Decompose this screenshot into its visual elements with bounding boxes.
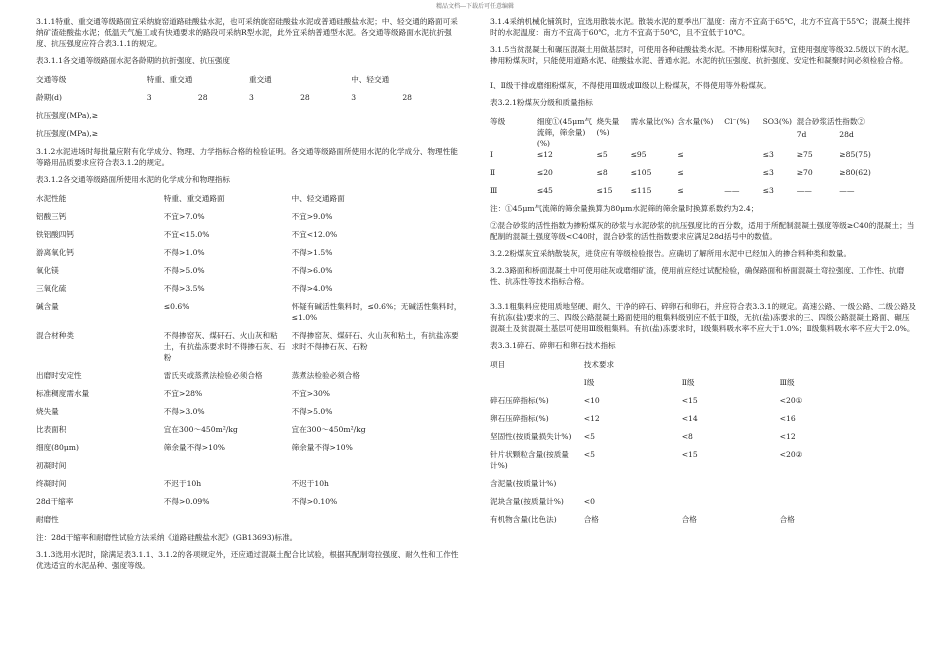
page-header: 精品文档---下载后可任意编辑: [435, 3, 515, 10]
header-cell: Ⅲ级: [779, 378, 795, 387]
table-cell: 不得>6.0%: [291, 266, 333, 275]
table-row: [36, 370, 462, 388]
para-3-3-1: 3.3.1粗集料应使用质地坚硬、耐久、干净的碎石、碎卵石和卵石，并应符合表3.3.1的规定。高速公路、一级公路、二级公路及有抗冻(盐)要求的三、四级公路混凝土路面使用的粗集料级别应不低于Ⅱ级，无抗(盐)冻要求的三、四级公路混凝土路面、碾压混凝土及贫混凝土基层可使用Ⅲ级粗集料。有抗(盐)冻要求时，Ⅰ级集料吸水率不应大于1.0%；Ⅱ级集料吸水率不应大于2.0%。: [490, 302, 916, 333]
table-cell: 不得掺窑灰、煤矸石、火山灰和粘土，有抗盐冻要求时不得掺石灰、石粉: [163, 331, 286, 362]
table-row: [490, 514, 916, 532]
table-cell: 游离氧化钙: [36, 248, 74, 257]
table-cell: 坚固性(按质量损失计%): [490, 432, 572, 441]
table-cell: 比表面积: [36, 425, 67, 434]
table-cell: 不得>0.09%: [163, 497, 210, 506]
table-cell: ≤8: [596, 168, 608, 177]
table-row: [490, 185, 916, 203]
table-cell: 泥块含量(按质量计%): [490, 497, 564, 506]
table-row: [36, 460, 462, 478]
table-cell: 不宜>9.0%: [291, 212, 333, 221]
table-cell: <15: [681, 396, 698, 405]
table-cell: 三氧化硫: [36, 284, 67, 293]
table-cell: ≤15: [596, 186, 613, 195]
table-row: [490, 496, 916, 514]
table-cell: 合格: [583, 515, 599, 524]
table-cell: ——: [796, 186, 812, 195]
subheader-cell: 7d: [796, 129, 807, 139]
table-cell: 混合材种类: [36, 331, 74, 340]
table-3-1-1: [36, 74, 462, 146]
header-cell: 混合砂浆活性指数②: [796, 117, 866, 126]
table-cell: ≤20: [536, 168, 553, 177]
table-cell: <12: [779, 432, 796, 441]
table-row: [36, 211, 462, 229]
table-3-1-2-title: 表3.1.2各交通等级路面所使用水泥的化学成分和物理指标: [36, 175, 230, 184]
header-cell: 项目: [490, 360, 506, 369]
table-cell: <8: [681, 432, 693, 441]
table-cell: 出磨时安定性: [36, 371, 82, 380]
age-cell: 28: [402, 93, 412, 102]
table-row: [490, 478, 916, 496]
table-cell: 不得>0.10%: [291, 497, 338, 506]
subheader-cell: 28d: [839, 129, 854, 139]
table-cell: 细度(80μm): [36, 443, 79, 452]
header-cell: 重交通: [248, 75, 272, 84]
table-row: [36, 283, 462, 301]
table-cell: ≤3: [762, 168, 774, 177]
table-row: [490, 167, 916, 185]
header-cell: 中、轻交通路面: [291, 194, 345, 203]
para-3-1-3: 3.1.3选用水泥时，除满足表3.1.1、3.1.2的各项规定外，还应通过混凝土配合比试验，根据其配制弯拉强度、耐久性和工作性优选适宜的水泥品种、强度等级。: [36, 550, 459, 570]
table-cell: ——: [724, 186, 740, 195]
table-row: [490, 395, 916, 413]
table-cell: 不宜>28%: [163, 389, 203, 398]
table-row: [36, 301, 462, 330]
table-cell: ≤: [677, 168, 684, 177]
table-cell: 不得>5.0%: [291, 407, 333, 416]
table-cell: ≤115: [630, 186, 652, 195]
table-cell: <20②: [779, 450, 803, 459]
table-cell: ——: [839, 186, 855, 195]
table-cell: 含泥量(按质量计%): [490, 479, 557, 488]
table-row: [36, 478, 462, 496]
table-cell: 不宜>7.0%: [163, 212, 205, 221]
table-cell: 耐磨性: [36, 515, 59, 524]
header-cell: Ⅱ级: [681, 378, 695, 387]
table-cell: 不得>5.0%: [163, 266, 205, 275]
right-column: [490, 16, 916, 532]
para-3-1-1: 3.1.1特重、重交通等级路面宜采纳旋窑道路硅酸盐水泥，也可采纳旋窑硅酸盐水泥或普通硅酸盐水泥；中、轻交通的路面可采纳矿渣硅酸盐水泥；低温天气施工或有快通要求的路段可采纳R型水泥，此外宜采纳普通型水泥。各交通等级路面水泥抗折强度、抗压强度应符合表3.1.1的规定。: [36, 17, 458, 48]
table-cell: ≥70: [796, 168, 813, 177]
table-row: [36, 496, 462, 514]
table-cell: 28d干缩率: [36, 497, 74, 506]
table-cell: 不迟于10h: [291, 479, 329, 488]
table-cell: 初凝时间: [36, 461, 67, 470]
table-cell: [164, 460, 292, 478]
table-cell: ≤0.6%: [163, 302, 190, 311]
table-row: [490, 149, 916, 167]
row-label: 抗压强度(MPa),≥: [36, 129, 99, 138]
table-3-3-1-title: 表3.3.1碎石、碎卵石和卵石技术指标: [490, 341, 616, 350]
table-cell: [682, 496, 780, 514]
table-3-1-2: [36, 193, 462, 532]
header-cell: 烧失量(%): [596, 117, 620, 137]
table-cell: ≥80(62): [839, 168, 871, 177]
table-cell: 不得>1.0%: [163, 248, 205, 257]
table-row: [36, 406, 462, 424]
para-3-1-5: 3.1.5当贫混凝土和碾压混凝土用做基层时，可使用各种硅酸盐类水泥。不掺用粉煤灰时，宜使用强度等级32.5级以下的水泥。掺用粉煤灰时，只能使用道路水泥、硅酸盐水泥、普通水泥。水泥的抗压强度、抗折强度、安定性和凝聚时间必须检验合格。: [490, 45, 914, 65]
table-row: [36, 229, 462, 247]
table-cell: Ⅲ: [490, 186, 498, 195]
row-label: 抗压强度(MPa),≥: [36, 111, 99, 120]
table-cell: ≤: [677, 150, 684, 159]
table-cell: 蒸煮法检验必须合格: [291, 371, 360, 380]
note-1: 注：①45μm气流筛的筛余量换算为80μm水泥筛的筛余量时换算系数约为2.4；: [490, 204, 759, 213]
table-cell: 卵石压碎指标(%): [490, 414, 549, 423]
table-cell: ≤105: [630, 168, 652, 177]
table-cell: ≥75: [796, 150, 813, 159]
table-cell: ≤5: [596, 150, 608, 159]
para-3-2-2: 3.2.2粉煤灰宜采纳散装灰，进货应有等级检验报告。应确切了解所用水泥中已经加入的掺合料种类和数量。: [490, 249, 852, 258]
table-cell: 不得>4.0%: [291, 284, 333, 293]
table-3-3-1: [490, 359, 916, 532]
table-cell: 烧失量: [36, 407, 59, 416]
header-cell: 水泥性能: [36, 194, 67, 203]
age-cell: 3: [146, 93, 152, 102]
table-cell: 合格: [779, 515, 795, 524]
table-cell: 筛余量不得>10%: [163, 443, 226, 452]
para-fly-ash: Ⅰ、Ⅱ级干排或磨细粉煤灰，不得使用Ⅲ级或Ⅲ级以上粉煤灰，不得使用等外粉煤灰。: [490, 81, 771, 90]
table-3-2-1-body: [490, 149, 916, 203]
note-dry-shrinkage: 注：28d干缩率和耐磨性试验方法采纳《道路硅酸盐水泥》(GB13693)标准。: [36, 533, 298, 542]
table-3-1-1-title: 表3.1.1各交通等级路面水泥各龄期的抗折强度、抗压强度: [36, 56, 230, 65]
header-cell: 交通等级: [36, 75, 67, 84]
age-cell: 28: [300, 93, 310, 102]
table-cell: [682, 478, 780, 496]
table-cell: 不得>3.0%: [163, 407, 205, 416]
table-3-2-1: [490, 116, 916, 203]
table-cell: Ⅱ: [490, 168, 496, 177]
table-cell: [292, 514, 462, 532]
table-cell: Ⅰ: [490, 150, 493, 159]
table-cell: 筛余量不得>10%: [291, 443, 353, 452]
table-cell: 宜在300～450m²/kg: [163, 425, 238, 434]
table-cell: 铁铝酸四钙: [36, 230, 74, 239]
age-cell: 28: [197, 93, 208, 102]
table-cell: 铝酸三钙: [36, 212, 67, 221]
note-2: ②混合砂浆的活性指数为掺粉煤灰的砂浆与水泥砂浆的抗压强度比的百分数，适用于所配制混凝土强度等级≥C40的混凝土；当配制的混凝土强度等级<C40时，混合砂浆的活性指数要求应满足28d括号中的数值。: [490, 221, 915, 241]
table-cell: 不宜>30%: [291, 389, 331, 398]
table-row: [490, 449, 916, 478]
table-cell: 碎石压碎指标(%): [490, 396, 549, 405]
table-cell: 宜在300～450m²/kg: [291, 425, 366, 434]
table-cell: 怀疑有碱活性集料时，≤0.6%；无碱活性集料时，≤1.0%: [291, 302, 462, 322]
table-row: [36, 514, 462, 532]
table-cell: <12: [583, 414, 600, 423]
table-cell: 碱含量: [36, 302, 59, 311]
para-3-1-4: 3.1.4采纳机械化铺筑时，宜选用散装水泥。散装水泥的夏季出厂温度：南方不宜高于65℃，北方不宜高于55℃；混凝土搅拌时的水泥温度：南方不宜高于60℃，北方不宜高于50℃，且不宜低于10℃。: [490, 17, 911, 37]
table-cell: 雷氏夹或蒸煮法检验必须合格: [163, 371, 263, 380]
table-cell: ≤3: [762, 186, 774, 195]
header-cell: 特重、重交通: [146, 75, 193, 84]
table-3-2-1-title: 表3.2.1粉煤灰分级和质量指标: [490, 98, 593, 107]
table-row: [490, 413, 916, 431]
header-cell: 细度①(45μm气流筛，筛余量)(%): [536, 117, 592, 148]
header-cell: Ⅰ级: [583, 378, 595, 387]
para-3-1-2: 3.1.2水泥进场时每批量应附有化学成分、物理、力学指标合格的检验证明。各交通等级路面所使用水泥的化学成分、物理性能等路用品质要求应符合表3.1.2的规定。: [36, 147, 458, 167]
table-cell: 不宜<15.0%: [163, 230, 210, 239]
table-row: [36, 442, 462, 460]
header-cell: 需水量比(%): [630, 117, 675, 126]
header-cell: 特重、重交通路面: [163, 194, 225, 203]
table-cell: 氧化镁: [36, 266, 59, 275]
table-cell: [780, 478, 916, 496]
table-cell: <14: [681, 414, 698, 423]
header-cell: SO3(%): [762, 117, 793, 126]
table-cell: ≤12: [536, 150, 553, 159]
header-cell: Cl⁻(%): [724, 117, 750, 126]
table-cell: <20①: [779, 396, 803, 405]
table-cell: 针片状颗粒含量(按质量计%): [490, 450, 569, 470]
table-cell: <5: [583, 450, 595, 459]
table-cell: 不得掺窑灰、煤矸石、火山灰和粘土，有抗盐冻要求时不得掺石灰、石粉: [291, 331, 459, 351]
table-cell: <5: [583, 432, 595, 441]
table-cell: <16: [779, 414, 796, 423]
table-cell: ≤3: [762, 150, 774, 159]
table-cell: ≤95: [630, 150, 647, 159]
table-row: [36, 247, 462, 265]
table-row: [36, 388, 462, 406]
header-cell: 中、轻交通: [351, 75, 390, 84]
table-3-1-2-body: [36, 211, 462, 532]
table-cell: [292, 460, 462, 478]
age-cell: 3: [248, 93, 254, 102]
header-cell: 含水量(%): [677, 117, 714, 126]
table-cell: 不得>1.5%: [291, 248, 333, 257]
table-row: [36, 424, 462, 442]
table-3-3-1-body: [490, 395, 916, 532]
table-row: [36, 330, 462, 370]
table-cell: <0: [583, 497, 595, 506]
table-cell: 不得>3.5%: [163, 284, 205, 293]
left-column: [36, 16, 462, 577]
header-cell: 等级: [490, 117, 506, 126]
table-cell: [724, 149, 762, 167]
table-cell: 不宜<12.0%: [291, 230, 338, 239]
table-cell: 标准稠度需水量: [36, 389, 90, 398]
table-cell: 有机物含量(比色法): [490, 515, 557, 524]
age-label: 龄期(d): [36, 93, 62, 102]
table-cell: [724, 167, 762, 185]
table-cell: ≤: [677, 186, 684, 195]
table-row: [36, 265, 462, 283]
age-cell: 3: [351, 93, 357, 102]
table-cell: [780, 496, 916, 514]
table-cell: <10: [583, 396, 600, 405]
table-cell: 终凝时间: [36, 479, 67, 488]
table-cell: [584, 478, 682, 496]
table-row: [490, 431, 916, 449]
table-cell: ≤45: [536, 186, 553, 195]
table-cell: <15: [681, 450, 698, 459]
table-cell: ≥85(75): [839, 150, 871, 159]
table-cell: 不迟于10h: [163, 479, 202, 488]
table-cell: [164, 514, 292, 532]
para-3-2-3: 3.2.3路面和桥面混凝土中可使用硅灰或磨细矿渣，使用前应经过试配检验，确保路面和桥面混凝土弯拉强度、工作性、抗磨性、抗冻性等技术指标合格。: [490, 266, 905, 286]
table-cell: 合格: [681, 515, 697, 524]
header-cell: 技术要求: [583, 360, 615, 369]
